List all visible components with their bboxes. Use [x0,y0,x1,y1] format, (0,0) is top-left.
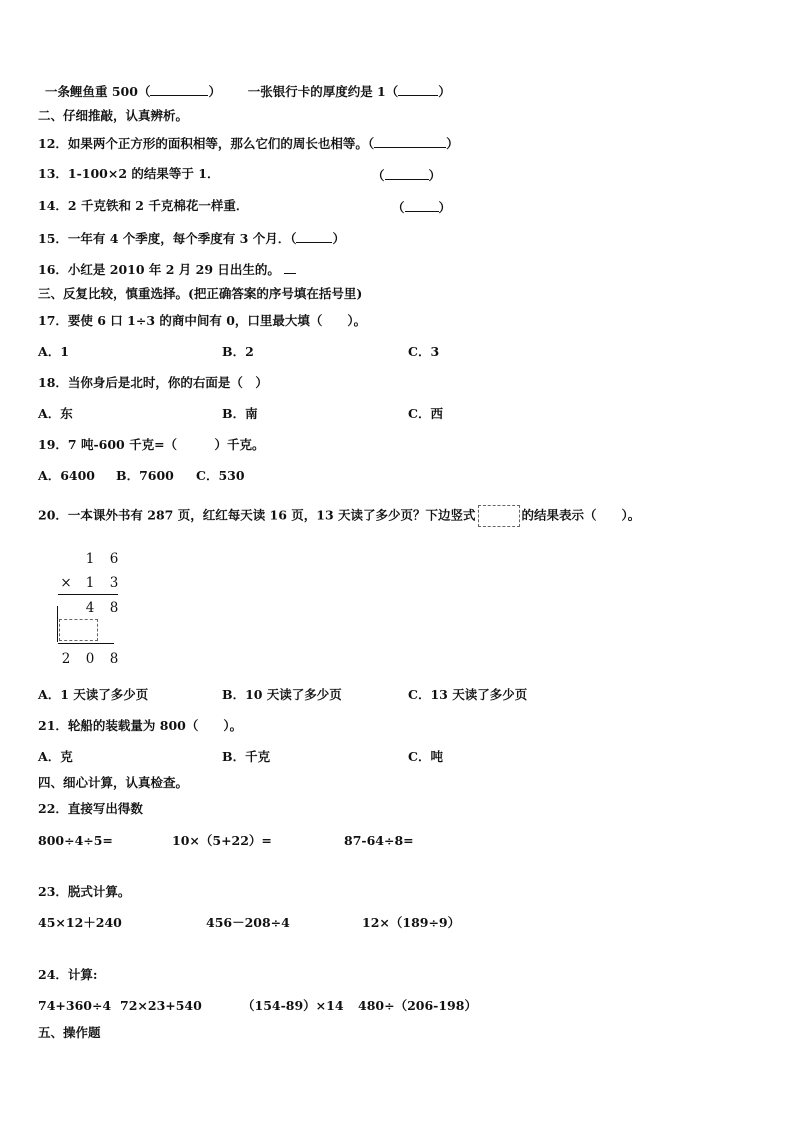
option-b[interactable]: B．南 [222,406,258,421]
expression: （154-89）×14 [242,998,344,1013]
option-c[interactable]: C．3 [408,344,440,359]
question-19: 19．7 吨-600 千克=（ ）千克。 [38,437,265,452]
expression: 800÷4÷5= [38,833,113,848]
calc-row-5: 2 0 8 [61,651,119,667]
answer-blank[interactable] [385,166,429,180]
top-line: 一条鲤鱼重 500（ ） 一张银行卡的厚度约是 1（ ） [45,84,451,99]
expression: 72×23+540 [120,998,202,1013]
option-a[interactable]: A．1 [38,344,69,359]
answer-blank[interactable] [296,229,332,243]
option-b[interactable]: B．千克 [222,749,271,764]
question-17: 17．要使 6 口 1÷3 的商中间有 0，口里最大填（ ）。 [38,313,367,328]
question-12: 12．如果两个正方形的面积相等，那么它们的周长也相等。（ ） [38,136,459,151]
expression: 10×（5+22）= [172,833,272,848]
question-22: 22．直接写出得数 [38,801,143,816]
expression: 87-64÷8= [344,833,414,848]
option-c[interactable]: C．吨 [408,749,443,764]
calc-row-1: 1 6 [85,551,119,567]
calc-row-3: 4 8 [85,600,119,616]
option-a[interactable]: A．克 [38,749,73,764]
calc-bracket [57,606,58,642]
expression: 12×（189÷9） [362,915,461,930]
option-b[interactable]: B．10 天读了多少页 [222,687,342,702]
question-21: 21．轮船的装载量为 800（ ）。 [38,718,243,733]
card-question: 一张银行卡的厚度约是 1（ [247,84,399,99]
option-b[interactable]: B．2 [222,344,254,359]
option-c[interactable]: C．530 [196,468,245,483]
answer-blank[interactable] [374,134,446,148]
dashed-box-icon [59,619,98,641]
question-14-answer: （ ） [392,200,452,215]
expression: 74+360÷4 [38,998,112,1013]
answer-blank[interactable] [405,198,439,212]
section-4-title: 四、细心计算，认真检查。 [38,775,189,790]
option-c[interactable]: C．西 [408,406,443,421]
answer-blank[interactable] [150,82,208,96]
question-24: 24．计算: [38,967,98,982]
expression: 480÷（206-198） [358,998,477,1013]
question-23: 23．脱式计算。 [38,884,131,899]
section-2-title: 二、仔细推敲，认真辨析。 [38,108,189,123]
question-14: 14．2 千克铁和 2 千克棉花一样重． [38,198,249,213]
calc-line [58,643,114,644]
question-18: 18．当你身后是北时，你的右面是（ ） [38,375,268,390]
question-15: 15．一年有 4 个季度，每个季度有 3 个月．（ ） [38,231,345,246]
calc-row-2: × 1 3 [60,575,119,591]
question-13: 13．1-100×2 的结果等于 1． [38,166,220,181]
option-a[interactable]: A．1 天读了多少页 [38,687,149,702]
answer-blank[interactable] [284,260,296,274]
dashed-box-icon [478,505,520,527]
question-13-answer: （ ） [372,168,442,183]
question-20: 20．一本课外书有 287 页，红红每天读 16 页，13 天读了多少页？下边竖式 的结果表示（ ）。 [38,505,640,527]
option-b[interactable]: B．7600 [116,468,174,483]
fish-question: 一条鲤鱼重 500（ [45,84,151,99]
calc-line [58,594,118,595]
answer-blank[interactable] [398,82,438,96]
option-c[interactable]: C．13 天读了多少页 [408,687,528,702]
option-a[interactable]: A．6400 [38,468,95,483]
section-3-title: 三、反复比较，慎重选择。(把正确答案的序号填在括号里) [38,286,363,301]
section-5-title: 五、操作题 [38,1025,101,1040]
option-a[interactable]: A．东 [38,406,73,421]
expression: 456－208÷4 [206,915,290,930]
expression: 45×12＋240 [38,915,122,930]
question-16: 16．小红是 2010 年 2 月 29 日出生的。 [38,260,296,278]
